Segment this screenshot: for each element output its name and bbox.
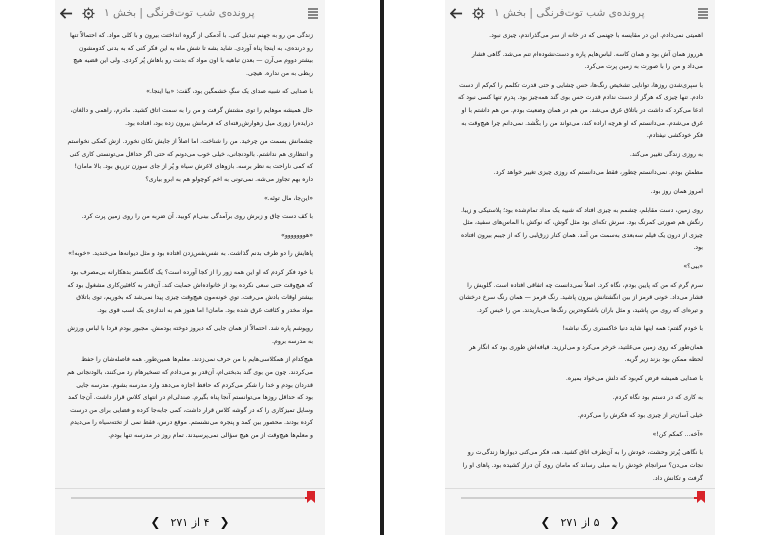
- gear-icon[interactable]: [80, 5, 96, 21]
- paragraph: با صدایی همیشه فرض کم‌بود که دلش می‌خواد بمیره.: [565, 375, 703, 383]
- paragraph: با خودم گفتم: همه اینها شاید دنیا خاکستری رنگ نباشه!: [562, 325, 703, 333]
- paragraph: هرروز همان آش بود و همان کاسه. لباس‌هایم پاره و دست‌نشوده‌ام تنم می‌شد. گاهی فشار می‌داد و من را با صورت به زمین پرت می‌کرد.: [471, 50, 703, 71]
- paragraph: امروز همان روز بود.: [650, 187, 703, 195]
- chevron-right-icon[interactable]: ❯: [609, 515, 620, 529]
- reader-screen-right: [445, 0, 715, 535]
- paragraph: مطمئن بودم. نمی‌دانستم چطور، فقط می‌دانستم که روزی چیزی تغییر خواهد کرد.: [493, 169, 703, 177]
- reader-header: [55, 0, 325, 26]
- reading-progress-bar[interactable]: [71, 497, 309, 499]
- table-of-contents-icon[interactable]: [695, 5, 711, 21]
- chevron-left-icon[interactable]: ❮: [150, 515, 161, 529]
- screenshot-divider: [380, 0, 384, 535]
- page-navigator: [445, 512, 715, 532]
- paragraph: به کاری که در دستم بود نگاه کردم.: [612, 393, 703, 401]
- paragraph: روی زمین، دست مقابلم، چشمم به چیزی افتاد که شبیه یک مداد تمام‌شده بود؛ پلاستیکی و زیبا. رنگش هم صورتی کمرنگ بود. سرش تکه‌ای بود مثل گوش، که نوکش با الماس‌های سفید، مثل چیزی از درون یک فیلم سه‌بعدی به‌سمت من آمد. همان کنار زرق‌لبی را که از جیبم بیرون افتاده بود.: [460, 206, 703, 252]
- page-indicator: ۵ از ۲۷۱: [560, 515, 600, 529]
- paragraph: اهمیتی نمی‌دادم. این در مقایسه با جهنمی که در خانه از سر می‌گذراندم، چیزی نبود.: [489, 32, 703, 39]
- table-of-contents-icon[interactable]: [305, 5, 321, 21]
- paragraph: «این‌جا، مال تو‌ئه.»: [264, 194, 313, 202]
- reading-progress-bar[interactable]: [461, 497, 699, 499]
- paragraph: «بیی؟»: [683, 262, 703, 270]
- paragraph: خیلی آسان‌تر از چیزی بود که فکرش را می‌کردم.: [577, 412, 703, 420]
- paragraph: همان‌طور که روی زمین می‌غلتید، خرخر می‌کرد و می‌لرزید. قیافه‌اش طوری بود که انگار هر لحظه ممکن بود بزند زیر گریه.: [469, 343, 703, 364]
- paragraph: زندگی من رو به جهنم تبدیل کنی. با آدمکی از گروه انداختت بیرون و با کلی مواد. که احتمالاً تنها رو درنده‌ی، به اینجا پناه آوردی. شاید بشه تا شش ماه به این فکر کنی که به بدنی کدومشون بیشتر دووم می‌آرن — بعدن تباهیه با اون مواد که بدنت رو باهاش پُر کردی. ولی این قضیه هیچ ربطی به من نداره. هیچی.: [70, 32, 313, 77]
- bookmark-icon[interactable]: [697, 491, 705, 503]
- paragraph: با کف دست چاق و زبرش روی برآمدگی بینی‌ام کوبید. آن ضربه من را روی زمین پرت کرد.: [81, 213, 313, 221]
- paragraph: حال همیشه موهایم را توی مشتش گرفت و من را به سمت اتاق کشید. مادرم، راهمی و دالغان، درایده‌را زوری میل زهوارش‌رفته‌ای که فرمانش بیرون زده بود، افتاده بود.: [70, 106, 313, 127]
- paragraph: با صدایی که شبیه صدای یک سگِ خشمگین بود، گفت: «بیا اینجا.»: [146, 88, 313, 96]
- paragraph: «هووووووو»: [281, 231, 313, 239]
- paragraph: به روزی زندگی تغییر می‌کند.: [629, 150, 703, 158]
- reader-screen-left: [55, 0, 325, 535]
- chevron-left-icon[interactable]: ❮: [540, 515, 551, 529]
- paragraph: با نگاهی پُرتز وحشت، خودش را به آن‌طرف اتاق کشید. هه، فکر می‌کنی دیوارها زندگی‌ت رو نجات می‌دن؟ سرانجام خودش را به مبلی رساند که مامان روی آن دراز کشیده بود. پاهای او را گرفت و تکانش داد.: [462, 449, 703, 482]
- paragraph: پاهایش را دو طرف بدنم گذاشت. به نفس‌نفس‌زدن افتاده بود و مثل دیوانه‌ها می‌خندید. «خوبه!»: [68, 250, 313, 258]
- gear-icon[interactable]: [470, 5, 486, 21]
- back-arrow-icon[interactable]: [58, 5, 74, 21]
- paragraph: روپوشم پاره شد. احتمالاً از همان جایی که دیروز دوخته بودمش. مجبور بودم فردا با لباس ورزش به مدرسه بروم.: [67, 325, 313, 345]
- paragraph: سرم گرم که من که پایین بودم، نگاه کرد. اصلاً نمی‌دانست چه اتفاقی افتاده است. گلویش را فشار می‌داد. خونی قرمز از بین انگشتانش بیرون پاشید. رنگ قرمز — همان رنگ سرخ درخشان و تیره‌ای که روی من پاشید، و مثل باران باشکوه‌ترین رنگ‌ها می‌باریدند. من را خیس کرد.: [459, 281, 703, 314]
- page-indicator: ۴ از ۲۷۱: [170, 515, 210, 529]
- page-text: [457, 30, 703, 485]
- book-title: پرونده‌ی شب توت‌فرنگی | بخش ۱: [494, 7, 645, 19]
- back-arrow-icon[interactable]: [448, 5, 464, 21]
- paragraph: با سپری‌شدن روزها، توانایی تشخیص رنگ‌ها، حس چشایی و حتی قدرت تکلمم را کم‌کم از دست دادم. تنها چیزی که هرگز از دست ندادم قدرت حس بوی گند همه‌چیز بود. پدرم تنها کسی نبود که ادعا می‌کرد که داشت در باتلاق غرق می‌شد. من هم در همان وضعیت بودم. من هم داشتم با او غرق می‌شدم. می‌دانستم که او هرچه اراده کند، می‌تواند من را بکُشد. نمی‌دانم چرا هیچ‌وقت به فکر خودکشی نیفتادم.: [457, 81, 703, 140]
- page-text: [67, 30, 313, 485]
- page-navigator: [55, 512, 325, 532]
- footer-divider: [445, 488, 715, 489]
- footer-divider: [55, 488, 325, 489]
- reader-header: [445, 0, 715, 26]
- paragraph: هیچ‌کدام از همکلاسی‌هایم با من حرف نمی‌زدند. معلم‌ها همین‌طور. همه فاصله‌شان را حفظ می‌کردند. چون من بوی گند بدبختی‌ام، آن‌قدر بو می‌دادم که تسخیرهام رد می‌کنند، بالودنجانی هم قدردان بودم و خدا را شکر می‌کردم که حافظ اجازه می‌دهد وارد مدرسه بشوم. مدرسه جایی بود که حداقل روزها می‌توانستم آنجا پناه بگیرم. صندلی‌ام در انتهای کلاس قرار داشت. آن‌جا کمد وسایل تمیزکاری را که در گوشه کلاس قرار داشت، کمی جابه‌جا کرده و فضایی برای من درست کرده بودند. محصور بین کمد و پنجره می‌نشستم. موقع درس، فقط نمی از تخته‌سیاه را می‌دیدم و معلم‌ها هیچ‌وقت از من هیچ سؤالی نمی‌پرسیدند. تمام روز در مدرسه تنها بودم.: [67, 356, 313, 440]
- paragraph: با خود فکر کردم که او این همه زور را از کجا آورده است؟ یک گانگستر بدهکارانه بی‌مصرف بود که هیچ‌وقت حتی سعی نکرده بود از خانواده‌اش حمایت کند. آن‌قدر به کافئین‌کاری مشغول بود که بیشتر اوقات بادش می‌رفت. تویِ خونه‌مون هیچ‌وقت چیزی پیدا نمی‌شد که بخوریم، توی باتلاق مواد مخدر و کثافت غرق شده بود. مامان! اما هنوز هم به اندازه‌ی یک اسب قوی بود.: [67, 268, 313, 314]
- paragraph: «آخه... کمکم کن!»: [652, 430, 703, 438]
- paragraph: چشمانش بسمت من چرخید. من را شناخت. اما اصلاً از جایش تکان نخورد. ازش کمکی نخواستم و انتظاری هم نداشتم. بالودنجانی، خیلی خوب می‌دونم که حتی اگر حداقل می‌تونستی کاری کنی که کمی ناراحت به نظر برسه. بازوهای لاغرش سیاه و پُر از جای سوزن تزریق بود. بالا مامان! داره بهم تجاوز می‌شه. نمی‌تونی به اخم کوچولو هم به ابرو بیاری؟: [67, 138, 313, 183]
- bookmark-icon[interactable]: [307, 491, 315, 503]
- book-title: پرونده‌ی شب توت‌فرنگی | بخش ۱: [104, 7, 255, 19]
- chevron-right-icon[interactable]: ❯: [219, 515, 230, 529]
